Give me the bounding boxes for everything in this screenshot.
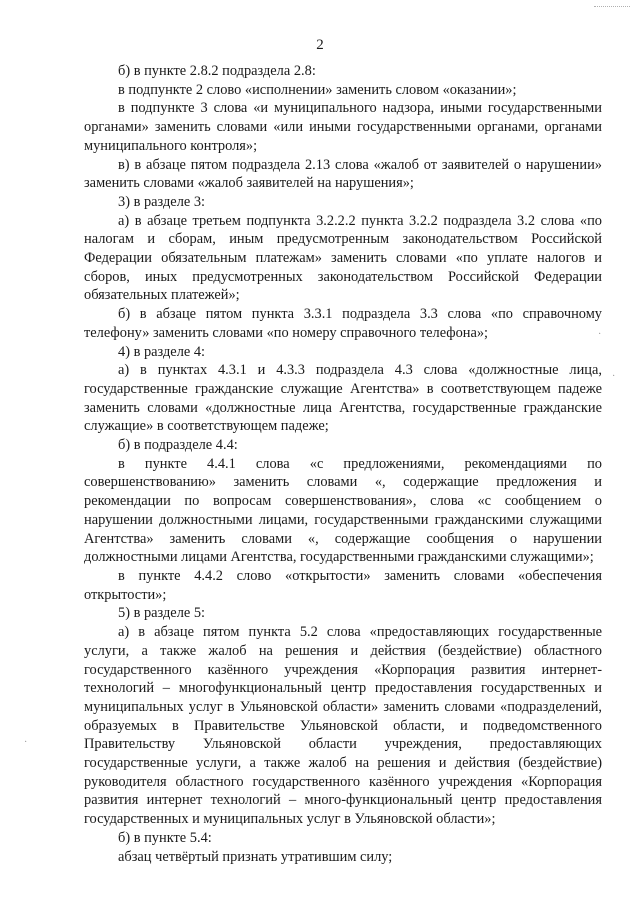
paragraph: а) в абзаце пятом пункта 5.2 слова «предоставляющих государственные услуги, а также жалоб на решения и действия (бездействие) областного государственного казённого учреждения «Корпорация развития интернет-технологий – многофункциональный центр предоставления государственных и муниципальных услуг в Ульяновской области» заменить словами «подразделений, образуемых в Правительстве Ульяновской области, и подведомственного Правительству Ульяновской области учреждения, предоставляющих государственные услуги, а также жалоб на решения и действия (бездействие) руководителя областного государственного казённого учреждения «Корпорация развития интернет технологий – много-функциональный центр предоставления государственных и муниципальных услуг в Ульяновской области»; <box>84 624 602 828</box>
scan-artifact: · <box>24 737 28 748</box>
paragraph: б) в подразделе 4.4: <box>118 437 238 454</box>
paragraph: в подпункте 3 слова «и муниципального надзора, иными государственными органами» заменить словами «или иными государственными органами, органами муниципального контроля»; <box>84 100 602 154</box>
scan-artifact: · <box>612 371 616 382</box>
paragraph: в пункте 4.4.1 слова «с предложениями, рекомендациями по совершенствованию» заменить словами «, содержащие предложения и рекомендации по вопросам совершенствования», слова «с сообщением о нарушении должностными лицами, государственными гражданскими служащими Агентства» заменить словами «, содержащие сообщения о нарушении должностными лицами Агентства, государственными гражданскими служащими»; <box>84 455 602 566</box>
scan-artifact <box>594 6 630 10</box>
paragraph: в) в абзаце пятом подраздела 2.13 слова «жалоб от заявителей о нарушении» заменить словами «жалоб заявителей на нарушения»; <box>84 156 602 192</box>
paragraph: 4) в разделе 4: <box>118 343 206 360</box>
paragraph: в подпункте 2 слово «исполнении» заменить словом «оказании»; <box>118 81 517 98</box>
scan-artifact: · <box>598 329 602 340</box>
paragraph: в пункте 4.4.2 слово «открытости» заменить словами «обеспечения открытости»; <box>84 567 602 603</box>
paragraph: б) в абзаце пятом пункта 3.3.1 подраздела 3.3 слова «по справочному телефону» заменить словами «по номеру справочного телефона»; <box>84 306 602 341</box>
paragraph: а) в абзаце третьем подпункта 3.2.2.2 пункта 3.2.2 подраздела 3.2 слова «по налогам и сборам, иным предусмотренным законодательством Российской Федерации обязательным платежам» заменить словами «по уплате налогов и сборов, иных предусмотренных законодательством Российской Федерации обязательных платежей»; <box>84 212 602 304</box>
paragraph: абзац четвёртый признать утратившим силу; <box>118 848 393 865</box>
paragraph: а) в пунктах 4.3.1 и 4.3.3 подраздела 4.3 слова «должностные лица, государственные гражданские служащие Агентства» в соответствующем падеже заменить словами «должностные лица Агентства, государственные гражданские служащие» в соответствующем падеже; <box>84 362 602 435</box>
page-number: 2 <box>316 37 324 53</box>
paragraph: б) в пункте 2.8.2 подраздела 2.8: <box>118 63 316 79</box>
document-body <box>84 62 602 866</box>
paragraph: 3) в разделе 3: <box>118 193 206 210</box>
paragraph: б) в пункте 5.4: <box>118 829 212 846</box>
paragraph: 5) в разделе 5: <box>118 605 206 622</box>
